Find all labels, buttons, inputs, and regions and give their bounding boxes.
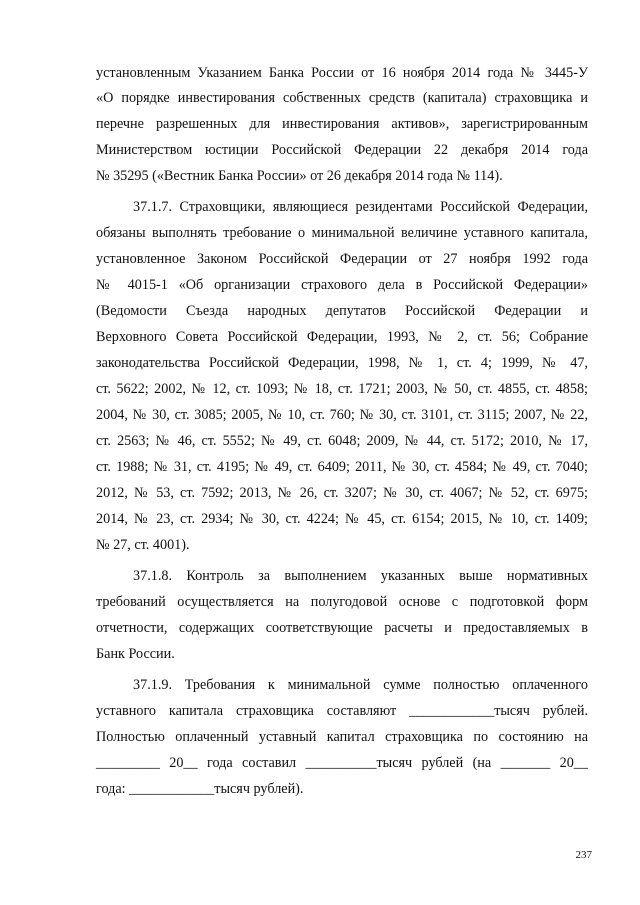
paragraph-first-line: 37.1.9. Требования к минимальной сумме полностью оплаченного — [133, 677, 588, 693]
text-line: законодательства Российской Федерации, 1998, № 1, ст. 4; 1999, № 47, — [96, 355, 588, 371]
paragraph-first-line: 37.1.7. Страховщики, являющиеся резидентами Российской Федерации, — [133, 199, 588, 215]
text-line: установленным Указанием Банка России от 16 ноября 2014 года № 3445-У — [96, 65, 588, 81]
text-line: Банк России. — [96, 646, 175, 662]
text-line: № 4015-1 «Об организации страхового дела в Российской Федерации» — [96, 277, 588, 293]
text-line: (Ведомости Съезда народных депутатов Российской Федерации и — [96, 303, 588, 319]
text-line: ст. 2563; № 46, ст. 5552; № 49, ст. 6048; 2009, № 44, ст. 5172; 2010, № 17, — [96, 433, 588, 449]
text-line: Полностью оплаченный уставный капитал страховщика по состоянию на — [96, 729, 588, 745]
text-line: перечне разрешенных для инвестирования активов», зарегистрированным — [96, 116, 588, 132]
text-line: уставного капитала страховщика составляют ____________тысяч рублей. — [96, 703, 588, 719]
text-line: отчетности, содержащих соответствующие расчеты и предоставляемых в — [96, 620, 588, 636]
text-line: № 35295 («Вестник Банка России» от 26 декабря 2014 года № 114). — [96, 168, 503, 184]
text-line: требований осуществляется на полугодовой основе с подготовкой форм — [96, 594, 588, 610]
page-number: 237 — [575, 849, 592, 861]
text-line: 2012, № 53, ст. 7592; 2013, № 26, ст. 3207; № 30, ст. 4067; № 52, ст. 6975; — [96, 485, 588, 501]
text-line: года: ____________тысяч рублей). — [96, 781, 304, 797]
text-line: 2004, № 30, ст. 3085; 2005, № 10, ст. 760; № 30, ст. 3101, ст. 3115; 2007, № 22, — [96, 407, 588, 423]
text-line: ст. 1988; № 31, ст. 4195; № 49, ст. 6409; 2011, № 30, ст. 4584; № 49, ст. 7040; — [96, 459, 588, 475]
text-line: № 27, ст. 4001). — [96, 537, 190, 553]
text-line: _________ 20__ года составил __________тысяч рублей (на _______ 20__ — [96, 755, 588, 771]
paragraph-first-line: 37.1.8. Контроль за выполнением указанных выше нормативных — [133, 568, 588, 584]
text-line: 2014, № 23, ст. 2934; № 30, ст. 4224; № 45, ст. 6154; 2015, № 10, ст. 1409; — [96, 511, 588, 527]
text-line: Верховного Совета Российской Федерации, 1993, № 2, ст. 56; Собрание — [96, 329, 588, 345]
text-line: ст. 5622; 2002, № 12, ст. 1093; № 18, ст. 1721; 2003, № 50, ст. 4855, ст. 4858; — [96, 381, 588, 397]
text-line: обязаны выполнять требование о минимальной величине уставного капитала, — [96, 225, 588, 241]
text-line: установленное Законом Российской Федерации от 27 ноября 1992 года — [96, 251, 588, 267]
text-line: «О порядке инвестирования собственных средств (капитала) страховщика и — [96, 90, 588, 106]
text-line: Министерством юстиции Российской Федерации 22 декабря 2014 года — [96, 142, 588, 158]
